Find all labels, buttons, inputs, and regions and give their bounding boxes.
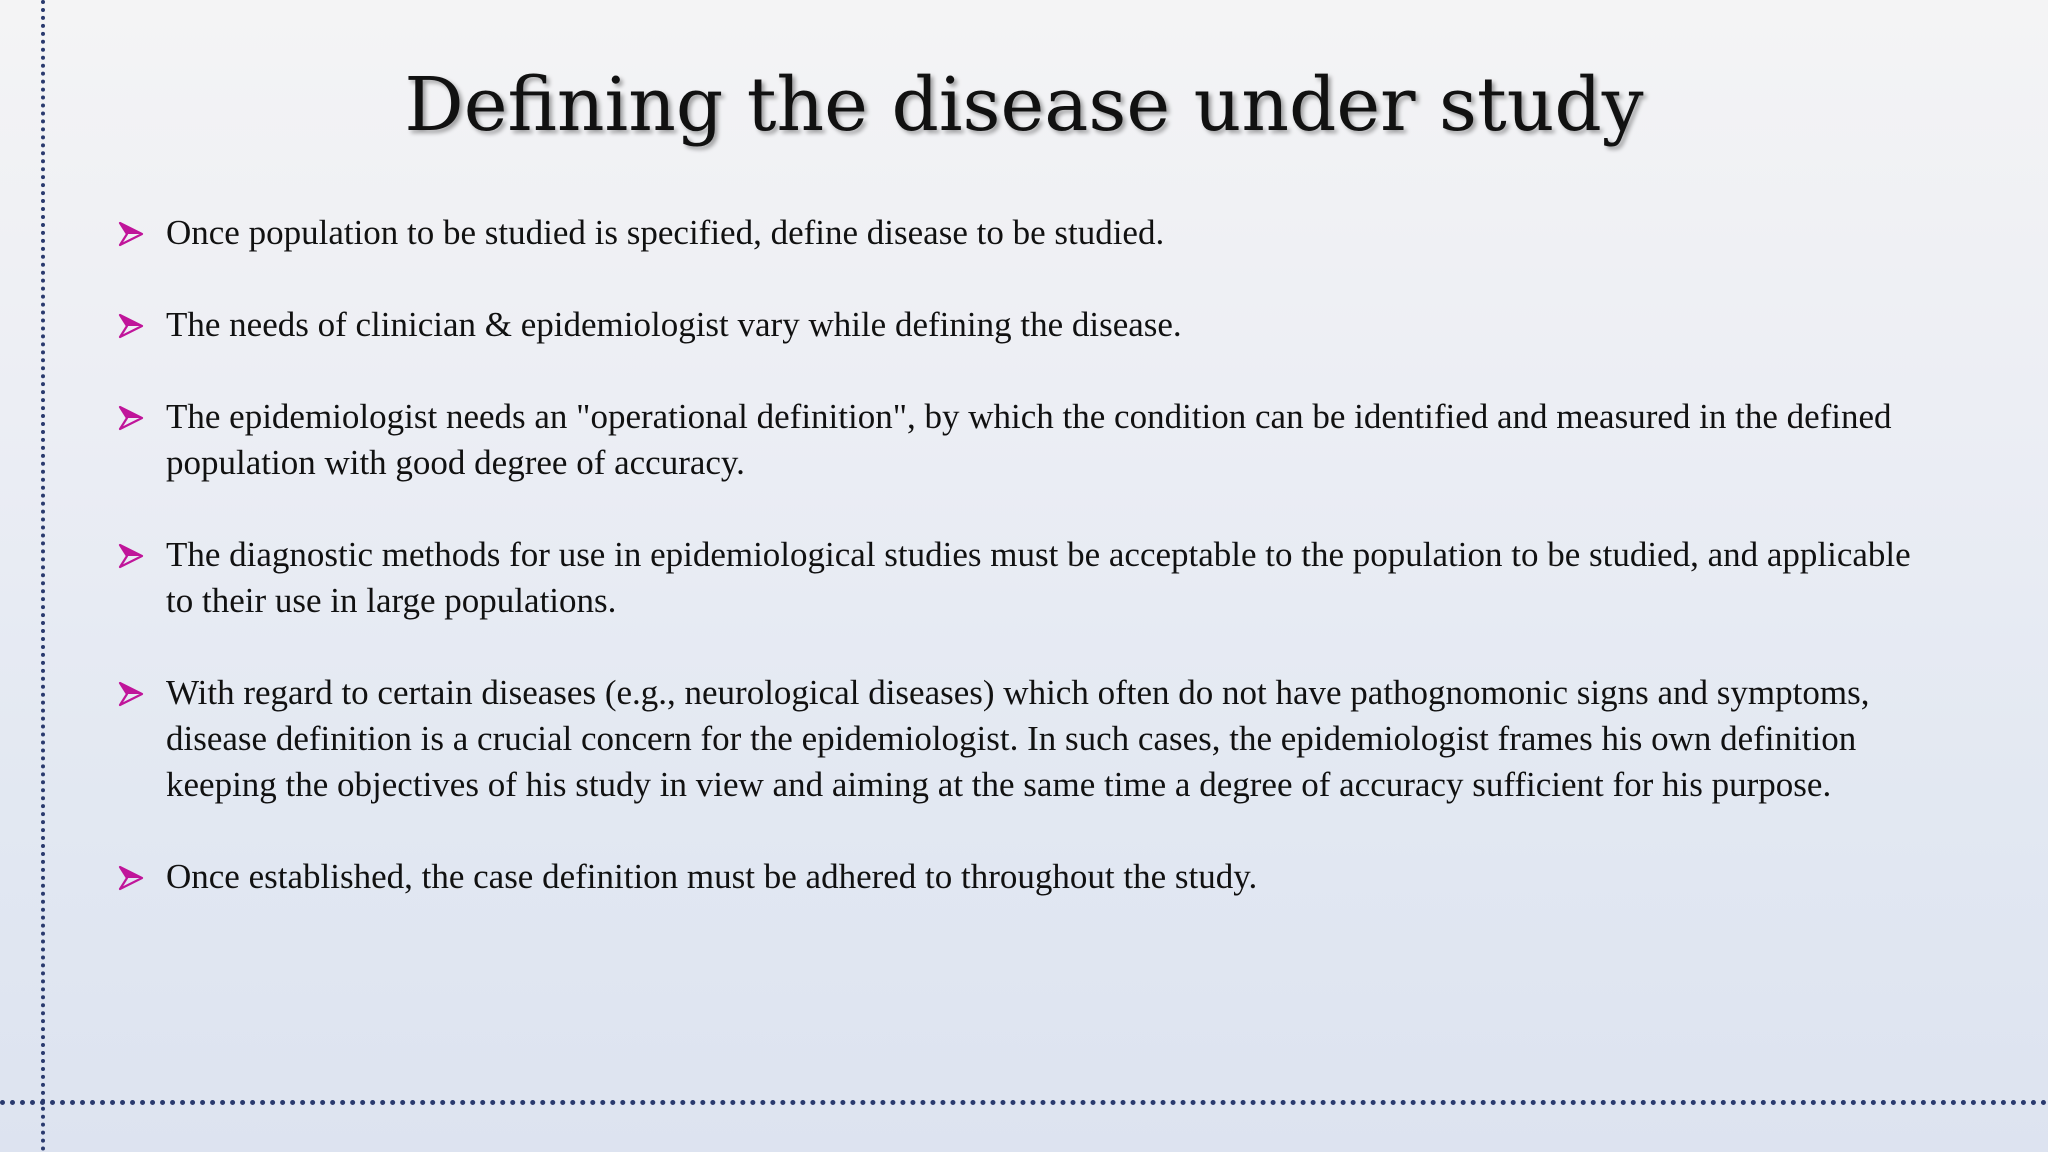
bullet-item bbox=[118, 854, 1918, 900]
arrow-bullet-icon bbox=[118, 405, 144, 431]
bullet-item bbox=[118, 670, 1918, 808]
arrow-bullet-icon bbox=[118, 865, 144, 891]
arrow-bullet-icon bbox=[118, 313, 144, 339]
slide-title: Defining the disease under study bbox=[404, 62, 1644, 148]
bullet-text: With regard to certain diseases (e.g., neurological diseases) which often do not have pathognomonic signs and symptoms, disease definition is a crucial concern for the epidemiologist. In such cases, the epidemiologist frames his own definition keeping the objectives of his study in view and aiming at the same time a degree of accuracy sufficient for his purpose. bbox=[166, 673, 1870, 804]
bullet-text: The needs of clinician & epidemiologist vary while defining the disease. bbox=[166, 305, 1182, 344]
bullet-text: The epidemiologist needs an "operational definition", by which the condition can be identified and measured in the defined population with good degree of accuracy. bbox=[166, 397, 1892, 482]
arrow-bullet-icon bbox=[118, 221, 144, 247]
bullet-item bbox=[118, 302, 1918, 348]
arrow-bullet-icon bbox=[118, 543, 144, 569]
arrow-bullet-icon bbox=[118, 681, 144, 707]
bottom-dotted-border bbox=[0, 1100, 2048, 1105]
bullet-text: Once population to be studied is specified, define disease to be studied. bbox=[166, 213, 1165, 252]
bullet-item bbox=[118, 532, 1918, 624]
bullet-item bbox=[118, 210, 1918, 256]
bullet-list bbox=[118, 210, 1918, 946]
bullet-item bbox=[118, 394, 1918, 486]
bullet-text: The diagnostic methods for use in epidemiological studies must be acceptable to the population to be studied, and applicable to their use in large populations. bbox=[166, 535, 1911, 620]
bullet-text: Once established, the case definition must be adhered to throughout the study. bbox=[166, 857, 1258, 896]
left-dotted-border bbox=[41, 0, 45, 1152]
